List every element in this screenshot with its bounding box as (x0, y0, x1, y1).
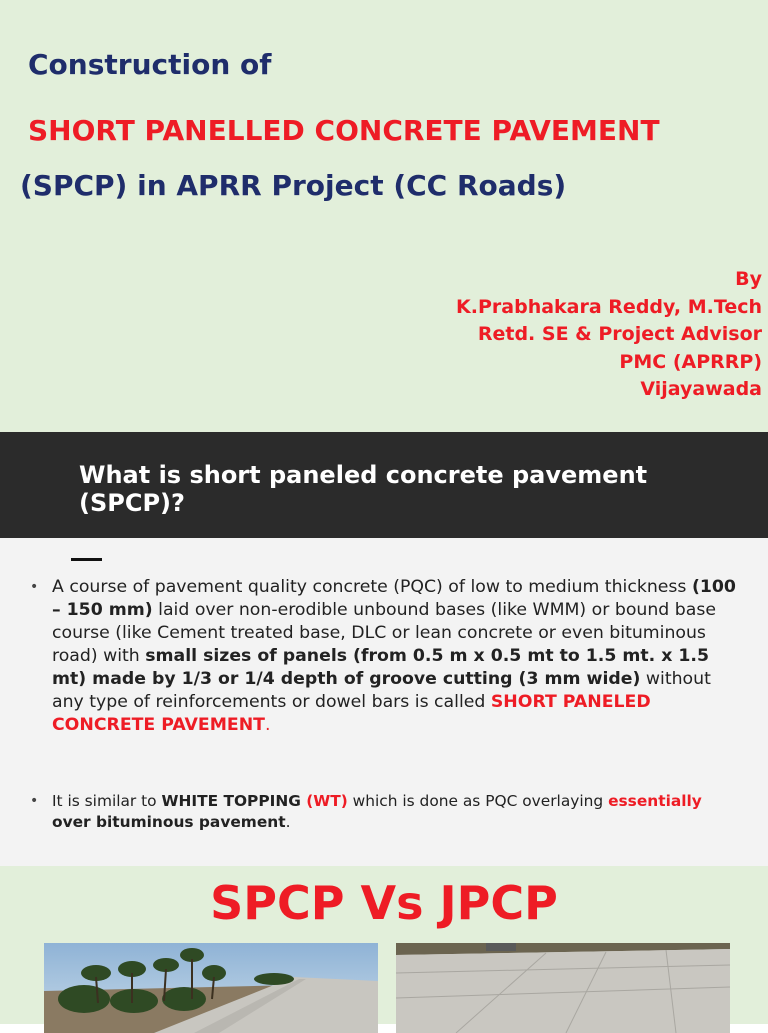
title-line-2: SHORT PANELLED CONCRETE PAVEMENT (28, 114, 660, 147)
divider-dash (71, 558, 102, 561)
bullet1-thickness: (100 – 150 mm) (52, 577, 736, 620)
comparison-slide (0, 866, 768, 1024)
author-name: K.Prabhakara Reddy, M.Tech (456, 295, 762, 318)
definition-header (0, 432, 768, 538)
author-org: PMC (APRRP) (619, 350, 762, 373)
bullet2-over-bituminous: over bituminous pavement (52, 813, 286, 831)
bullet2-essentially: essentially (608, 792, 702, 810)
bullet-white-topping (30, 791, 742, 833)
road-with-palm-trees-photo (44, 943, 378, 1033)
bullet-definition (30, 576, 742, 737)
title-slide (0, 0, 768, 432)
bullet-dot-icon: • (30, 579, 39, 595)
bullet2-wt: (WT) (306, 792, 348, 810)
bullet1-period: . (264, 715, 271, 735)
bullet2-text-2: which is done as PQC overlaying (347, 792, 609, 810)
bullet2-period: . (285, 813, 291, 831)
title-line-3: (SPCP) in APRR Project (CC Roads) (20, 169, 567, 202)
concrete-road-photo (396, 943, 730, 1033)
bullet2-white-topping: WHITE TOPPING (161, 792, 307, 810)
bullet1-term: SHORT PANELED CONCRETE PAVEMENT (52, 692, 651, 735)
bullet-dot-icon: • (30, 793, 39, 809)
title-line-1: Construction of (28, 48, 272, 81)
author-block (262, 266, 762, 404)
author-designation: Retd. SE & Project Advisor (477, 323, 762, 345)
author-place: Vijayawada (640, 378, 762, 400)
definition-heading: What is short paneled concrete pavement (SPCP)? (79, 461, 648, 517)
bullet1-panel-sizes: small sizes of panels (from 0.5 m x 0.5 mt to 1.5 mt. x 1.5 mt) made by 1/3 or 1/4 depth of groove cutting (3 mm wide) (52, 646, 710, 689)
bullet1-text-3: without any type of reinforcements or dowel bars is called (52, 669, 711, 712)
bullet1-text-2: laid over non-erodible unbound bases (like WMM) or bound base course (like Cement treated base, DLC or lean concrete or even bituminous road) with (52, 600, 716, 666)
bullet2-text-1: It is similar to (52, 792, 162, 810)
comparison-title: SPCP Vs JPCP (210, 876, 558, 930)
author-by: By (735, 268, 762, 290)
bullet1-text-1: A course of pavement quality concrete (PQC) of low to medium thickness (52, 577, 692, 597)
definition-body (0, 538, 768, 866)
